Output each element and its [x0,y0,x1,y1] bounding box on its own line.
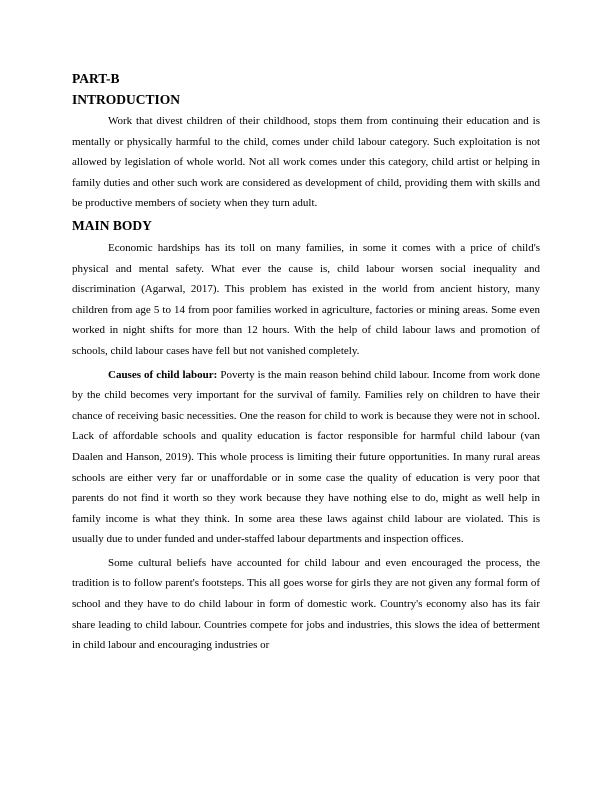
cultural-paragraph: Some cultural beliefs have accounted for child labour and even encouraged the process, the tradition is to follow parent's footsteps. This all goes worse for girls they are not given any formal form of school and they have to do child labour in form of domestic work. Country's economy also has its fair share leading to child labour. Countries compete for jobs and industries, this slows the idea of betterment in child labour and encouraging industries or [72,556,540,652]
causes-text: Poverty is the main reason behind child labour. Income from work done by the child becomes very important for the survival of family. Families rely on children to have their chance of receiving basic necessities. One the reason for child to work is because they were not in school. Lack of affordable schools and quality education is factor responsible for harmful child labour (van Daalen and Hanson, 2019). This whole process is limiting their future opportunities. In many rural areas schools are either very far or unaffordable or in some case the quality of education is very poor that parents do not find it worth so they work because they have nothing else to do, might as well help in family income is what they think. In some area these laws against child labour are violated. This is usually due to under funded and under-staffed labour departments and inspection offices. [72,368,540,546]
introduction-heading: INTRODUCTION [72,92,181,107]
main-body-paragraph-1: Economic hardships has its toll on many families, in some it comes with a price of child's physical and mental safety. What ever the cause is, child labour worsen social inequality and discrimination (Agarwal, 2017). This problem has existed in the world from ancient history, many children from age 5 to 14 from poor families worked in agriculture, factories or mining areas. Some even worked in night shifts for more than 12 hours. With the help of child labour laws and promotion of schools, child labour cases have fell but not vanished completely. [72,241,540,357]
introduction-paragraph: Work that divest children of their childhood, stops them from continuing their education and is mentally or physically harmful to the child, comes under child labour category. Such exploitation is not allowed by legislation of whole world. Not all work comes under this category, child artist or helping in family duties and other such work are considered as development of child, providing them with skills and be productive members of society when they turn adult. [72,115,540,210]
causes-lead: Causes of child labour: [108,368,218,381]
main-body-heading: MAIN BODY [72,217,152,233]
part-heading: PART-B [72,71,120,86]
causes-paragraph [72,365,540,550]
document-page [72,70,540,659]
